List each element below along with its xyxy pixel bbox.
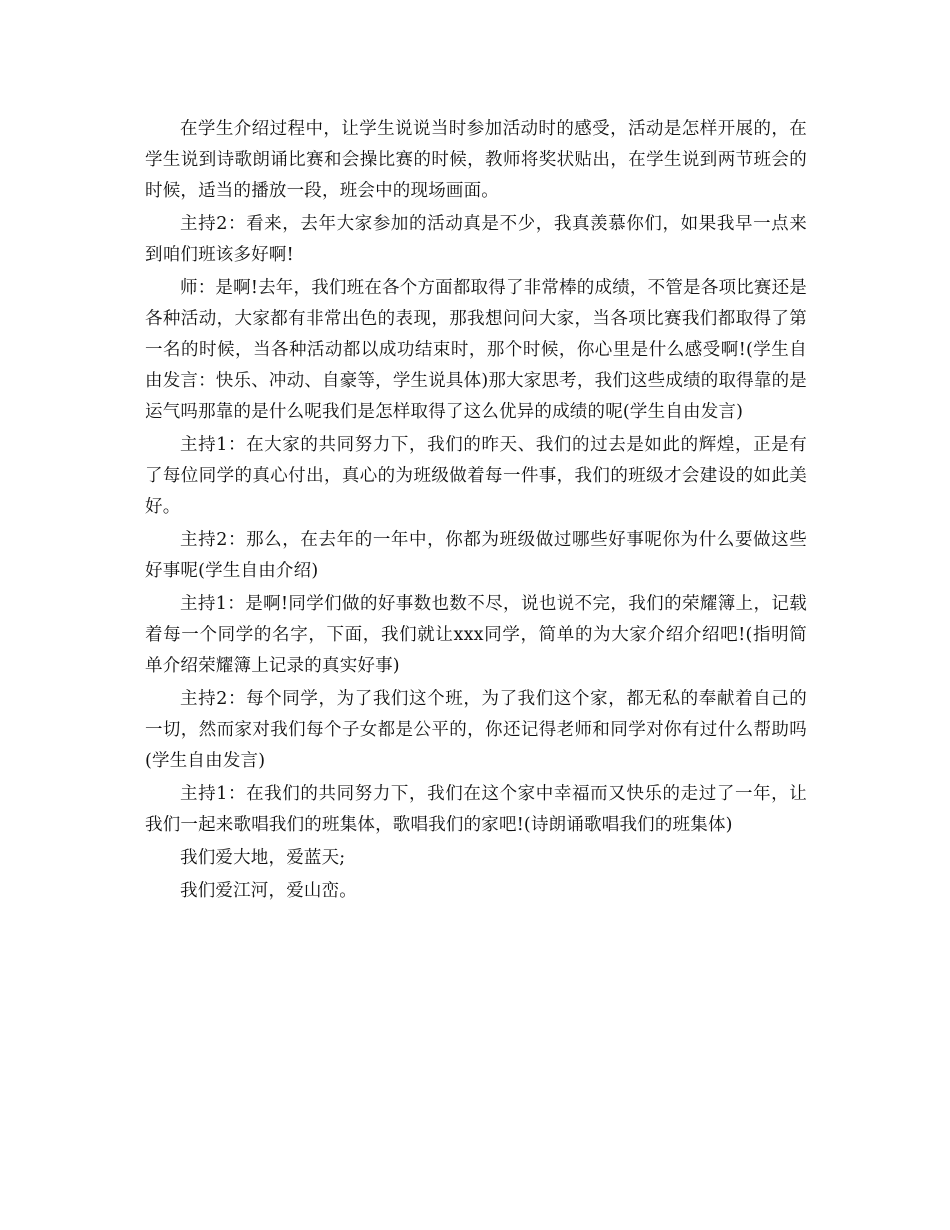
paragraph-host1-effort: 主持1：在大家的共同努力下，我们的昨天、我们的过去是如此的辉煌，正是有了每位同学的真心付出，真心的为班级做着每一件事，我们的班级才会建设的如此美好。 — [145, 435, 807, 517]
paragraph-intro: 在学生介绍过程中，让学生说说当时参加活动时的感受，活动是怎样开展的，在学生说到诗歌朗诵比赛和会操比赛的时候，教师将奖状贴出，在学生说到两节班会的时候，适当的播放一段，班会中的现场画面。 — [145, 119, 807, 201]
poem-line-1: 我们爱大地，爱蓝天; — [180, 848, 346, 868]
paragraph-host2-envy: 主持2：看来，去年大家参加的活动真是不少，我真羡慕你们，如果我早一点来到咱们班该多好啊! — [145, 214, 807, 265]
paragraph-teacher: 师：是啊!去年，我们班在各个方面都取得了非常棒的成绩，不管是各项比赛还是各种活动，大家都有非常出色的表现，那我想问问大家，当各项比赛我们都取得了第一名的时候，当各种活动都以成功结束时，那个时候，你心里是什么感受啊!(学生自由发言：快乐、冲动、自豪等，学生说具体)那大家思考，我们这些成绩的取得靠的是运气吗那靠的是什么呢我们是怎样取得了这么优异的成绩的呢(学生自由发言) — [145, 278, 807, 422]
paragraph-host2-good-deeds: 主持2：那么，在去年的一年中，你都为班级做过哪些好事呢你为什么要做这些好事呢(学生自由介绍) — [145, 530, 807, 581]
paragraph-host1-poem: 主持1：在我们的共同努力下，我们在这个家中幸福而又快乐的走过了一年，让我们一起来歌唱我们的班集体，歌唱我们的家吧!(诗朗诵歌唱我们的班集体) — [145, 784, 807, 835]
paragraph-host2-family: 主持2：每个同学，为了我们这个班，为了我们这个家，都无私的奉献着自己的一切，然而家对我们每个子女都是公平的，你还记得老师和同学对你有过什么帮助吗(学生自由发言) — [145, 689, 807, 771]
paragraph-host1-honor-book: 主持1：是啊!同学们做的好事数也数不尽，说也说不完，我们的荣耀簿上，记载着每一个同学的名字，下面，我们就让xxx同学，简单的为大家介绍介绍吧!(指明简单介绍荣耀簿上记录的真实好事) — [145, 594, 807, 676]
poem-line-2: 我们爱江河，爱山峦。 — [180, 881, 357, 901]
